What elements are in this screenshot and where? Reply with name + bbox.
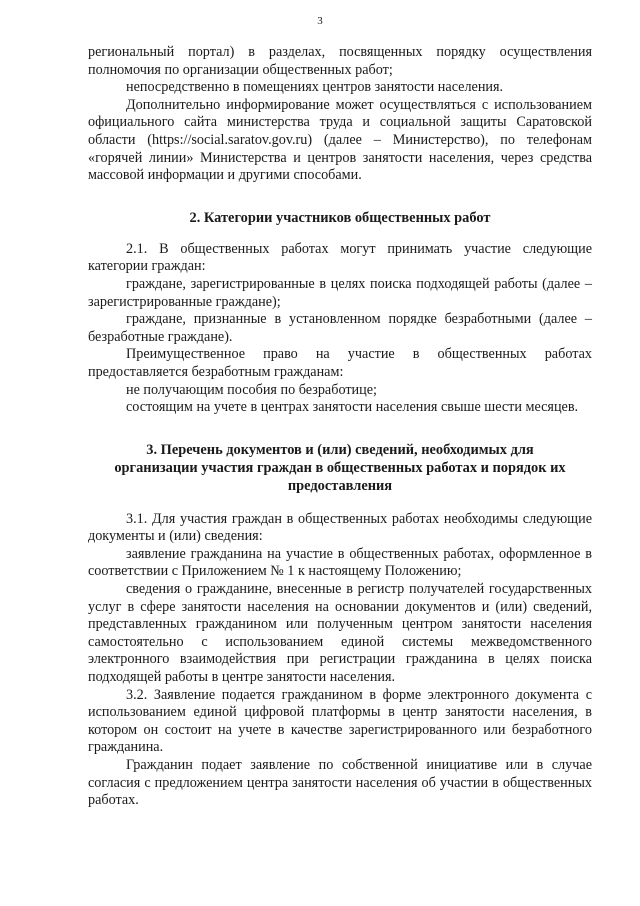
paragraph: региональный портал) в разделах, посвященных порядку осуществления полномочия по организации общественных работ; [88,44,592,78]
paragraph: 2.1. В общественных работах могут принимать участие следующие категории граждан: [88,240,592,275]
paragraph: Преимущественное право на участие в общественных работах предоставляется безработным гражданам: [88,346,592,380]
section-2-heading: 2. Категории участников общественных работ [189,209,491,226]
paragraph: 3.1. Для участия граждан в общественных работах необходимы следующие документы и (или) сведения: [88,510,592,545]
paragraph: Гражданин подает заявление по собственной инициативе или в случае согласия с предложением центра занятости населения об участии в общественных работах. [88,757,592,809]
paragraph: сведения о гражданине, внесенные в регистр получателей государственных услуг в сфере занятости населения на основании документов и (или) сведений, представленных гражданином или полученным центром занятости населения самостоятельно с использованием единой системы межведомственного электронного взаимодействия при регистрации гражданина в целях поиска подходящей работы в центре занятости населения. [88,581,592,686]
page-number: 3 [317,15,323,27]
paragraph: Дополнительно информирование может осуществляться с использованием официального сайта министерства труда и социальной защиты Саратовской области (https://social.saratov.gov.ru) (далее – Министерство), по телефонам «горячей линии» Министерства и центров занятости населения, через средства массовой информации и другими способами. [88,96,592,184]
section-3-heading-line-3: предоставления [287,477,393,494]
section-3-heading-line-1: 3. Перечень документов и (или) сведений, необходимых для [146,441,534,458]
paragraph: непосредственно в помещениях центров занятости населения. [126,79,504,96]
paragraph: заявление гражданина на участие в общественных работах, оформленное в соответствии с Приложением № 1 к настоящему Положению; [88,545,592,580]
paragraph: граждане, зарегистрированные в целях поиска подходящей работы (далее – зарегистрированные граждане); [88,275,592,310]
paragraph: состоящим на учете в центрах занятости населения свыше шести месяцев. [126,399,579,416]
section-3-heading [88,441,592,495]
paragraph: граждане, признанные в установленном порядке безработными (далее – безработные граждане). [88,311,592,345]
paragraph: 3.2. Заявление подается гражданином в форме электронного документа с использованием единой цифровой платформы в центр занятости населения, в котором он состоит на учете в качестве зарегистрированного или безработного гражданина. [88,686,592,756]
document-body [88,44,592,810]
paragraph: не получающим пособия по безработице; [126,381,377,398]
section-3-heading-line-2: организации участия граждан в общественных работах и порядок их [114,459,566,476]
